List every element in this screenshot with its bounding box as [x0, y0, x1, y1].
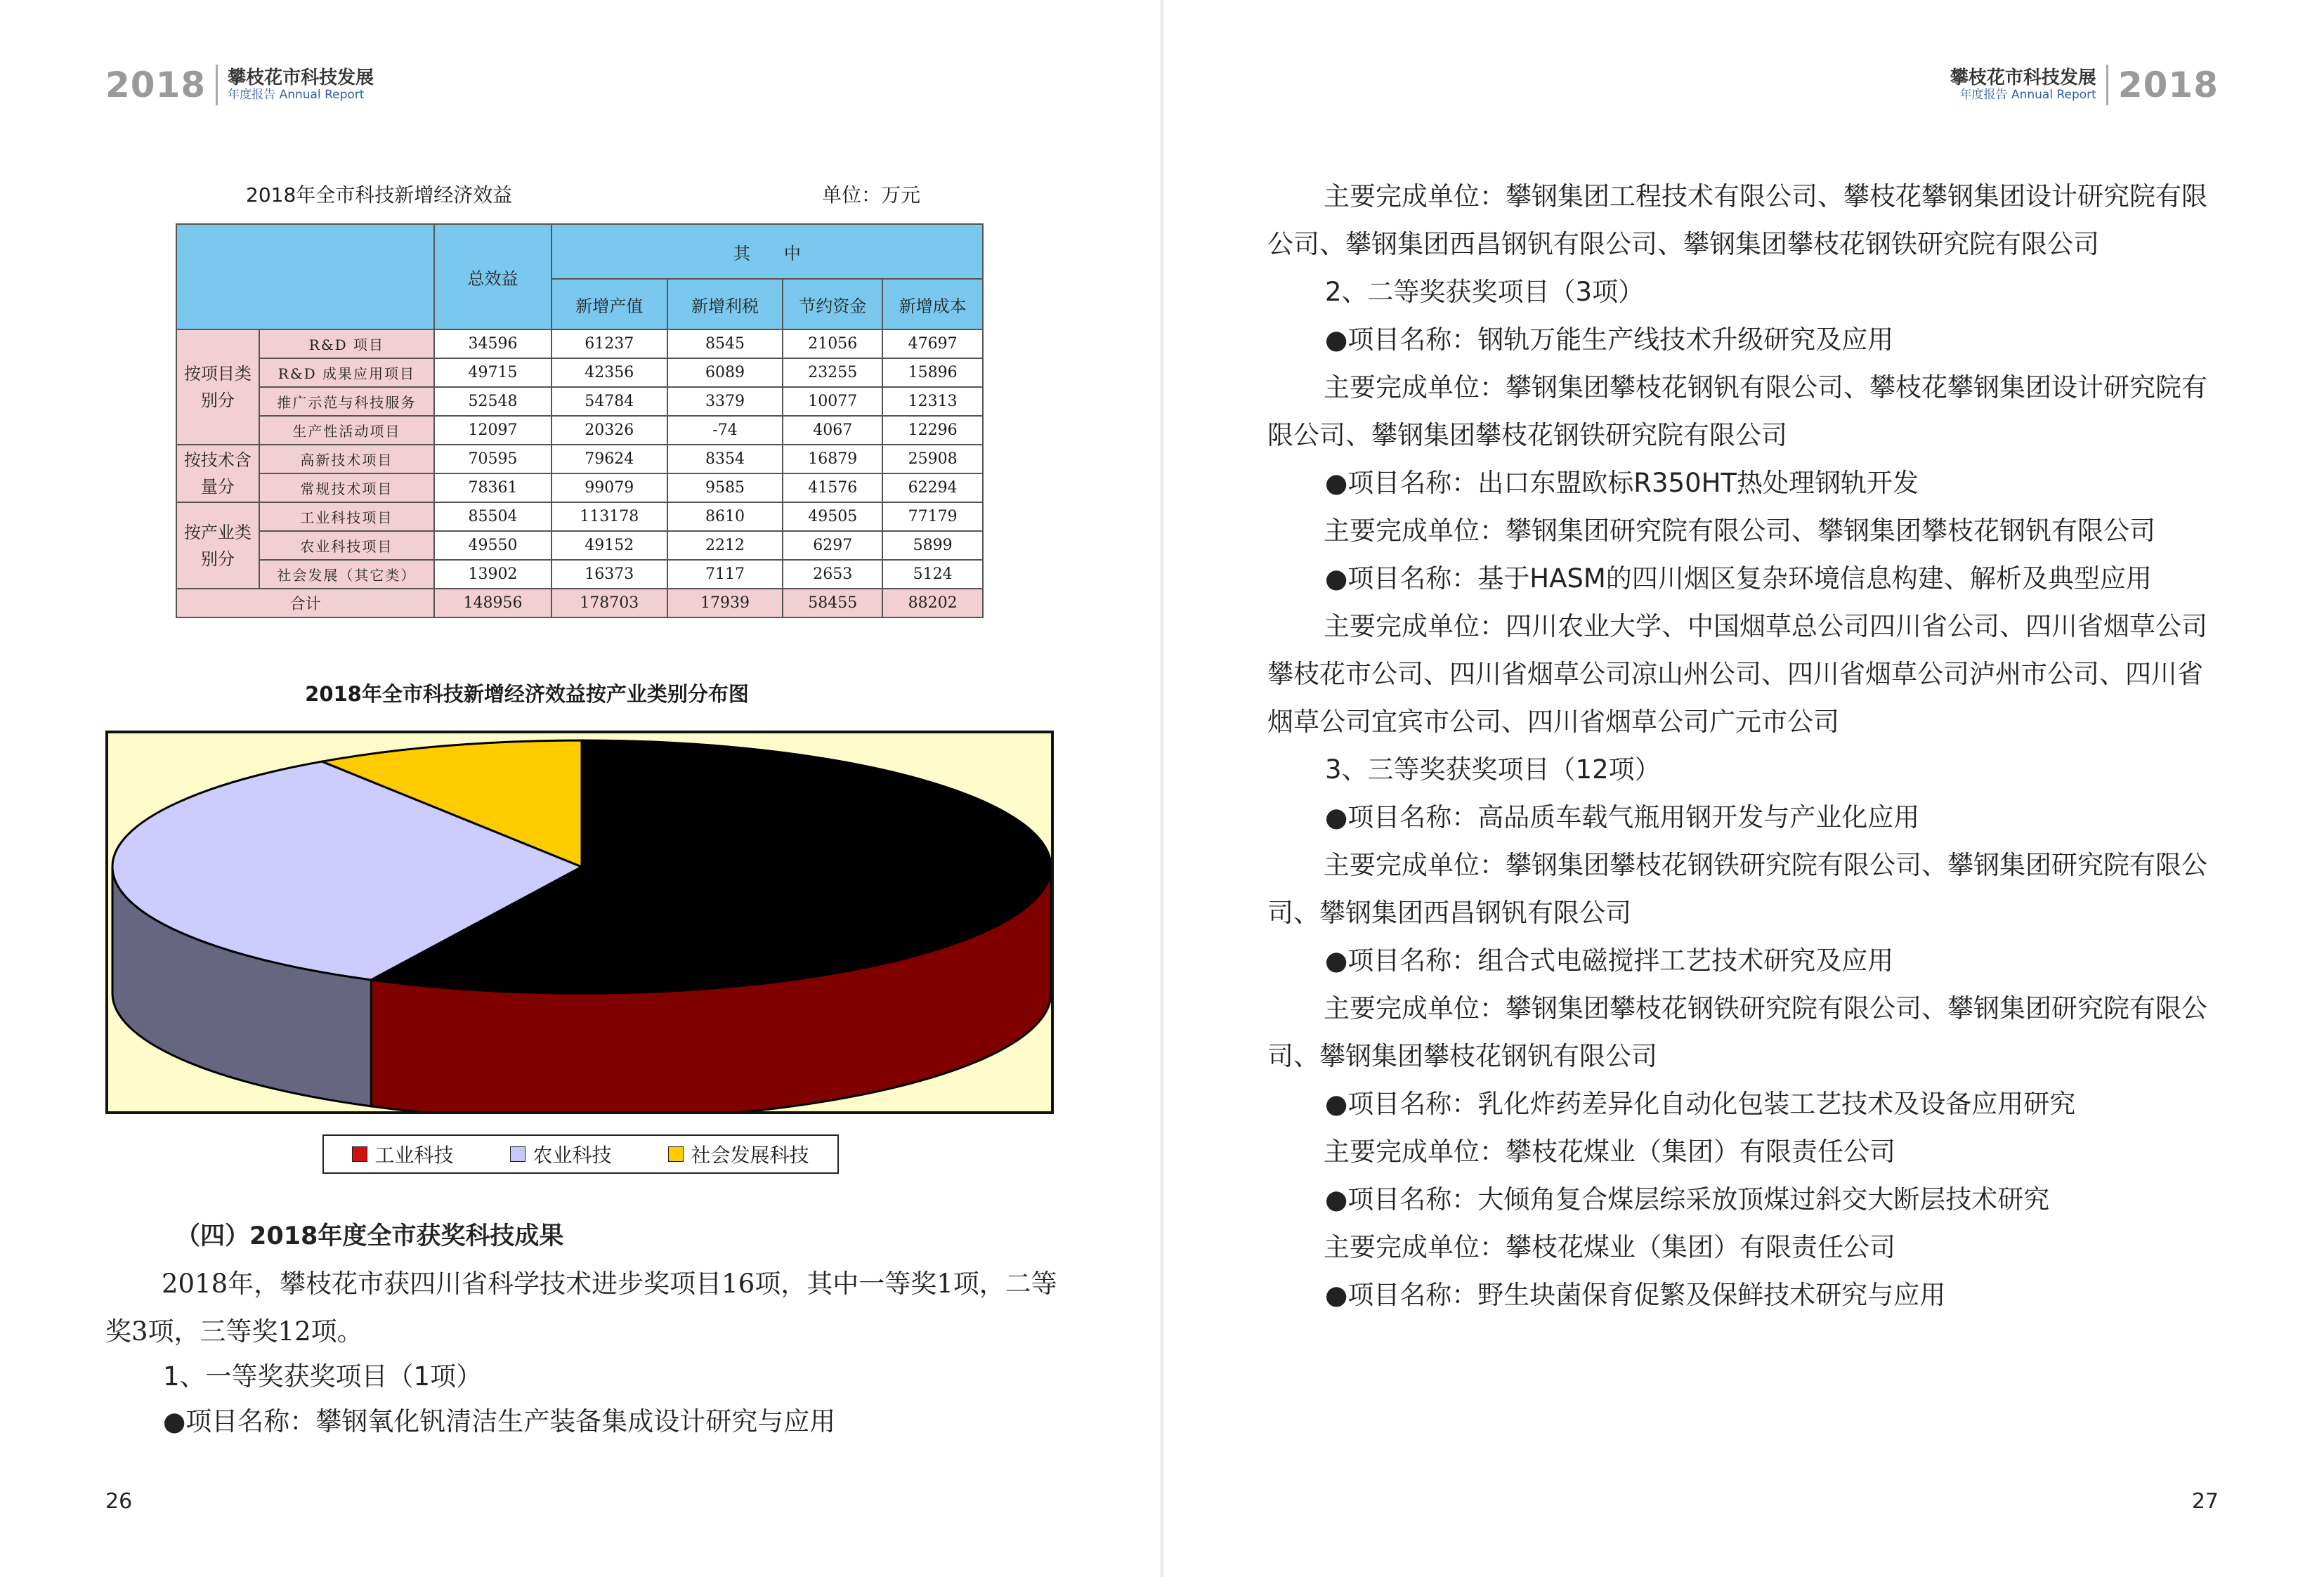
project-name-item: ●项目名称：野生块菌保育促繁及保鲜技术研究与应用 — [1325, 1280, 1946, 1310]
legend-label: 工业科技 — [374, 1144, 454, 1167]
value-cell: 79624 — [551, 445, 667, 473]
value-cell: 12313 — [882, 387, 983, 416]
table-total-row — [176, 589, 983, 617]
header-text — [1950, 68, 2096, 101]
table-unit: 单位：万元 — [822, 183, 921, 207]
table-row — [176, 329, 983, 358]
value-cell: 2653 — [783, 560, 882, 589]
row-label: 常规技术项目 — [259, 473, 434, 502]
value-cell: -74 — [667, 416, 783, 445]
page-number: 26 — [105, 1489, 133, 1514]
total-cell: 49550 — [434, 531, 551, 560]
value-cell: 25908 — [882, 445, 983, 473]
total-cell: 12097 — [434, 416, 551, 445]
prize-level-heading: 3、三等奖获奖项目（12项） — [1325, 754, 1661, 785]
column-header: 新增利税 — [667, 279, 783, 329]
pie-chart — [105, 731, 1054, 1114]
project-name-item: ●项目名称：组合式电磁搅拌工艺技术研究及应用 — [1325, 945, 1894, 976]
total-label: 合计 — [176, 589, 434, 617]
value-cell: 2212 — [667, 531, 783, 560]
header-year: 2018 — [105, 65, 207, 105]
table-row — [176, 416, 983, 445]
value-cell: 21056 — [783, 329, 882, 358]
project-name-item: ●项目名称：大倾角复合煤层综采放顶煤过斜交大断层技术研究 — [1325, 1184, 2050, 1215]
value-cell: 8354 — [667, 445, 783, 473]
value-cell: 15896 — [882, 358, 983, 387]
value-cell: 49152 — [551, 531, 667, 560]
project-name-item: ●项目名称：高品质车载气瓶用钢开发与产业化应用 — [1325, 802, 1920, 832]
completion-units-paragraph: 主要完成单位：攀钢集团工程技术有限公司、攀枝花攀钢集团设计研究院有限公司、攀钢集团西昌钢钒有限公司、攀钢集团攀枝花钢铁研究院有限公司 — [1267, 181, 2207, 259]
header-subtitle: 年度报告 Annual Report — [1959, 87, 2096, 102]
value-cell: 61237 — [551, 329, 667, 358]
header-text — [228, 68, 374, 101]
row-label: 农业科技项目 — [259, 531, 434, 560]
project-name-item: ●项目名称：乳化炸药差异化自动化包装工艺技术及设备应用研究 — [1325, 1089, 2076, 1119]
column-header: 新增产值 — [551, 279, 667, 329]
pie-chart-svg — [108, 733, 1051, 1111]
total-cell: 70595 — [434, 445, 551, 473]
value-cell: 10077 — [783, 387, 882, 416]
page-number: 27 — [2191, 1489, 2219, 1514]
completion-units-paragraph: 主要完成单位：攀钢集团攀枝花钢钒有限公司、攀枝花攀钢集团设计研究院有限公司、攀钢集团攀枝花钢铁研究院有限公司 — [1267, 372, 2207, 450]
value-cell: 7117 — [667, 560, 783, 589]
value-cell: 99079 — [551, 473, 667, 502]
section-heading: （四）2018年度全市获奖科技成果 — [176, 1222, 564, 1250]
total-cell: 52548 — [434, 387, 551, 416]
completion-units-paragraph: 主要完成单位：四川农业大学、中国烟草总公司四川省公司、四川省烟草公司攀枝花市公司、四川省烟草公司凉山州公司、四川省烟草公司泸州市公司、四川省烟草公司宜宾市公司、四川省烟草公司广元市公司 — [1267, 611, 2207, 737]
value-cell: 88202 — [882, 589, 983, 617]
value-cell: 16879 — [783, 445, 882, 473]
table-row — [176, 387, 983, 416]
value-cell: 58455 — [783, 589, 882, 617]
value-cell: 47697 — [882, 329, 983, 358]
row-label: 高新技术项目 — [259, 445, 434, 473]
table-row — [176, 502, 983, 531]
value-cell: 178703 — [551, 589, 667, 617]
header-divider — [2106, 65, 2108, 105]
header-group: 其 中 — [551, 224, 983, 279]
table-row — [176, 560, 983, 589]
page-header — [1950, 65, 2219, 105]
value-cell: 23255 — [783, 358, 882, 387]
row-label: 工业科技项目 — [259, 502, 434, 531]
header-title: 攀枝花市科技发展 — [1950, 67, 2096, 89]
value-cell: 12296 — [882, 416, 983, 445]
total-cell: 78361 — [434, 473, 551, 502]
value-cell: 62294 — [882, 473, 983, 502]
header-divider — [216, 65, 218, 105]
row-label: 推广示范与科技服务 — [259, 387, 434, 416]
column-header: 节约资金 — [783, 279, 882, 329]
table-row — [176, 358, 983, 387]
chart-title: 2018年全市科技新增经济效益按产业类别分布图 — [305, 682, 749, 706]
value-cell: 42356 — [551, 358, 667, 387]
column-header: 新增成本 — [882, 279, 983, 329]
first-prize-heading: 1、一等奖获奖项目（1项） — [163, 1361, 483, 1392]
project-name-item: ●项目名称：基于HASM的四川烟区复杂环境信息构建、解析及典型应用 — [1325, 563, 2152, 594]
value-cell: 5124 — [882, 560, 983, 589]
table-title: 2018年全市科技新增经济效益 — [246, 183, 513, 207]
value-cell: 77179 — [882, 502, 983, 531]
value-cell: 8610 — [667, 502, 783, 531]
completion-units-paragraph: 主要完成单位：攀枝花煤业（集团）有限责任公司 — [1324, 1232, 1895, 1262]
header-title: 攀枝花市科技发展 — [228, 67, 374, 89]
first-prize-project: ●项目名称：攀钢氧化钒清洁生产装备集成设计研究与应用 — [163, 1406, 836, 1437]
total-cell: 49715 — [434, 358, 551, 387]
value-cell: 49505 — [783, 502, 882, 531]
completion-units-paragraph: 主要完成单位：攀钢集团攀枝花钢铁研究院有限公司、攀钢集团研究院有限公司、攀钢集团西昌钢钒有限公司 — [1267, 850, 2207, 928]
row-label: R&D 项目 — [259, 329, 434, 358]
value-cell: 6297 — [783, 531, 882, 560]
legend-swatch — [510, 1146, 525, 1162]
value-cell: 8545 — [667, 329, 783, 358]
right-text-block — [1267, 173, 2224, 1319]
table-row — [176, 531, 983, 560]
table-corner — [176, 224, 434, 329]
completion-units-paragraph: 主要完成单位：攀钢集团攀枝花钢铁研究院有限公司、攀钢集团研究院有限公司、攀钢集团攀枝花钢钒有限公司 — [1267, 993, 2207, 1071]
value-cell: 41576 — [783, 473, 882, 502]
total-cell: 13902 — [434, 560, 551, 589]
prize-level-heading: 2、二等奖获奖项目（3项） — [1325, 277, 1645, 307]
value-cell: 113178 — [551, 502, 667, 531]
left-page — [0, 0, 1161, 1577]
value-cell: 16373 — [551, 560, 667, 589]
legend-swatch — [668, 1146, 684, 1162]
row-group-label: 按项目类别分 — [176, 329, 259, 445]
legend-item-social — [668, 1140, 809, 1168]
project-name-item: ●项目名称：钢轨万能生产线技术升级研究及应用 — [1325, 325, 1894, 355]
value-cell: 3379 — [667, 387, 783, 416]
benefit-table — [176, 223, 984, 618]
row-label: R&D 成果应用项目 — [259, 358, 434, 387]
row-group-label: 按产业类别分 — [176, 502, 259, 589]
row-group-label: 按技术含量分 — [176, 445, 259, 502]
completion-units-paragraph: 主要完成单位：攀枝花煤业（集团）有限责任公司 — [1324, 1137, 1895, 1167]
row-label: 生产性活动项目 — [259, 416, 434, 445]
table-row — [176, 445, 983, 473]
value-cell: 20326 — [551, 416, 667, 445]
legend-item-industry — [352, 1140, 453, 1168]
legend-swatch — [352, 1146, 367, 1162]
header-total: 总效益 — [434, 224, 551, 329]
right-page — [1163, 0, 2324, 1577]
legend-label: 农业科技 — [533, 1144, 612, 1167]
legend-label: 社会发展科技 — [691, 1144, 809, 1167]
value-cell: 6089 — [667, 358, 783, 387]
value-cell: 54784 — [551, 387, 667, 416]
value-cell: 17939 — [667, 589, 783, 617]
row-label: 社会发展（其它类） — [259, 560, 434, 589]
project-name-item: ●项目名称：出口东盟欧标R350HT热处理钢轨开发 — [1325, 468, 1919, 498]
table-row — [176, 473, 983, 502]
completion-units-paragraph: 主要完成单位：攀钢集团研究院有限公司、攀钢集团攀枝花钢钒有限公司 — [1324, 516, 2155, 546]
value-cell: 5899 — [882, 531, 983, 560]
chart-legend — [322, 1134, 839, 1174]
intro-paragraph: 2018年，攀枝花市获四川省科学技术进步奖项目16项，其中一等奖1项，二等奖3项，三等奖12项。 — [105, 1269, 1057, 1347]
value-cell: 4067 — [783, 416, 882, 445]
header-subtitle: 年度报告 Annual Report — [228, 87, 365, 102]
total-cell: 85504 — [434, 502, 551, 531]
value-cell: 9585 — [667, 473, 783, 502]
legend-item-agriculture — [510, 1140, 611, 1168]
header-year: 2018 — [2117, 65, 2219, 105]
total-cell: 34596 — [434, 329, 551, 358]
total-cell: 148956 — [434, 589, 551, 617]
page-header — [105, 65, 374, 105]
